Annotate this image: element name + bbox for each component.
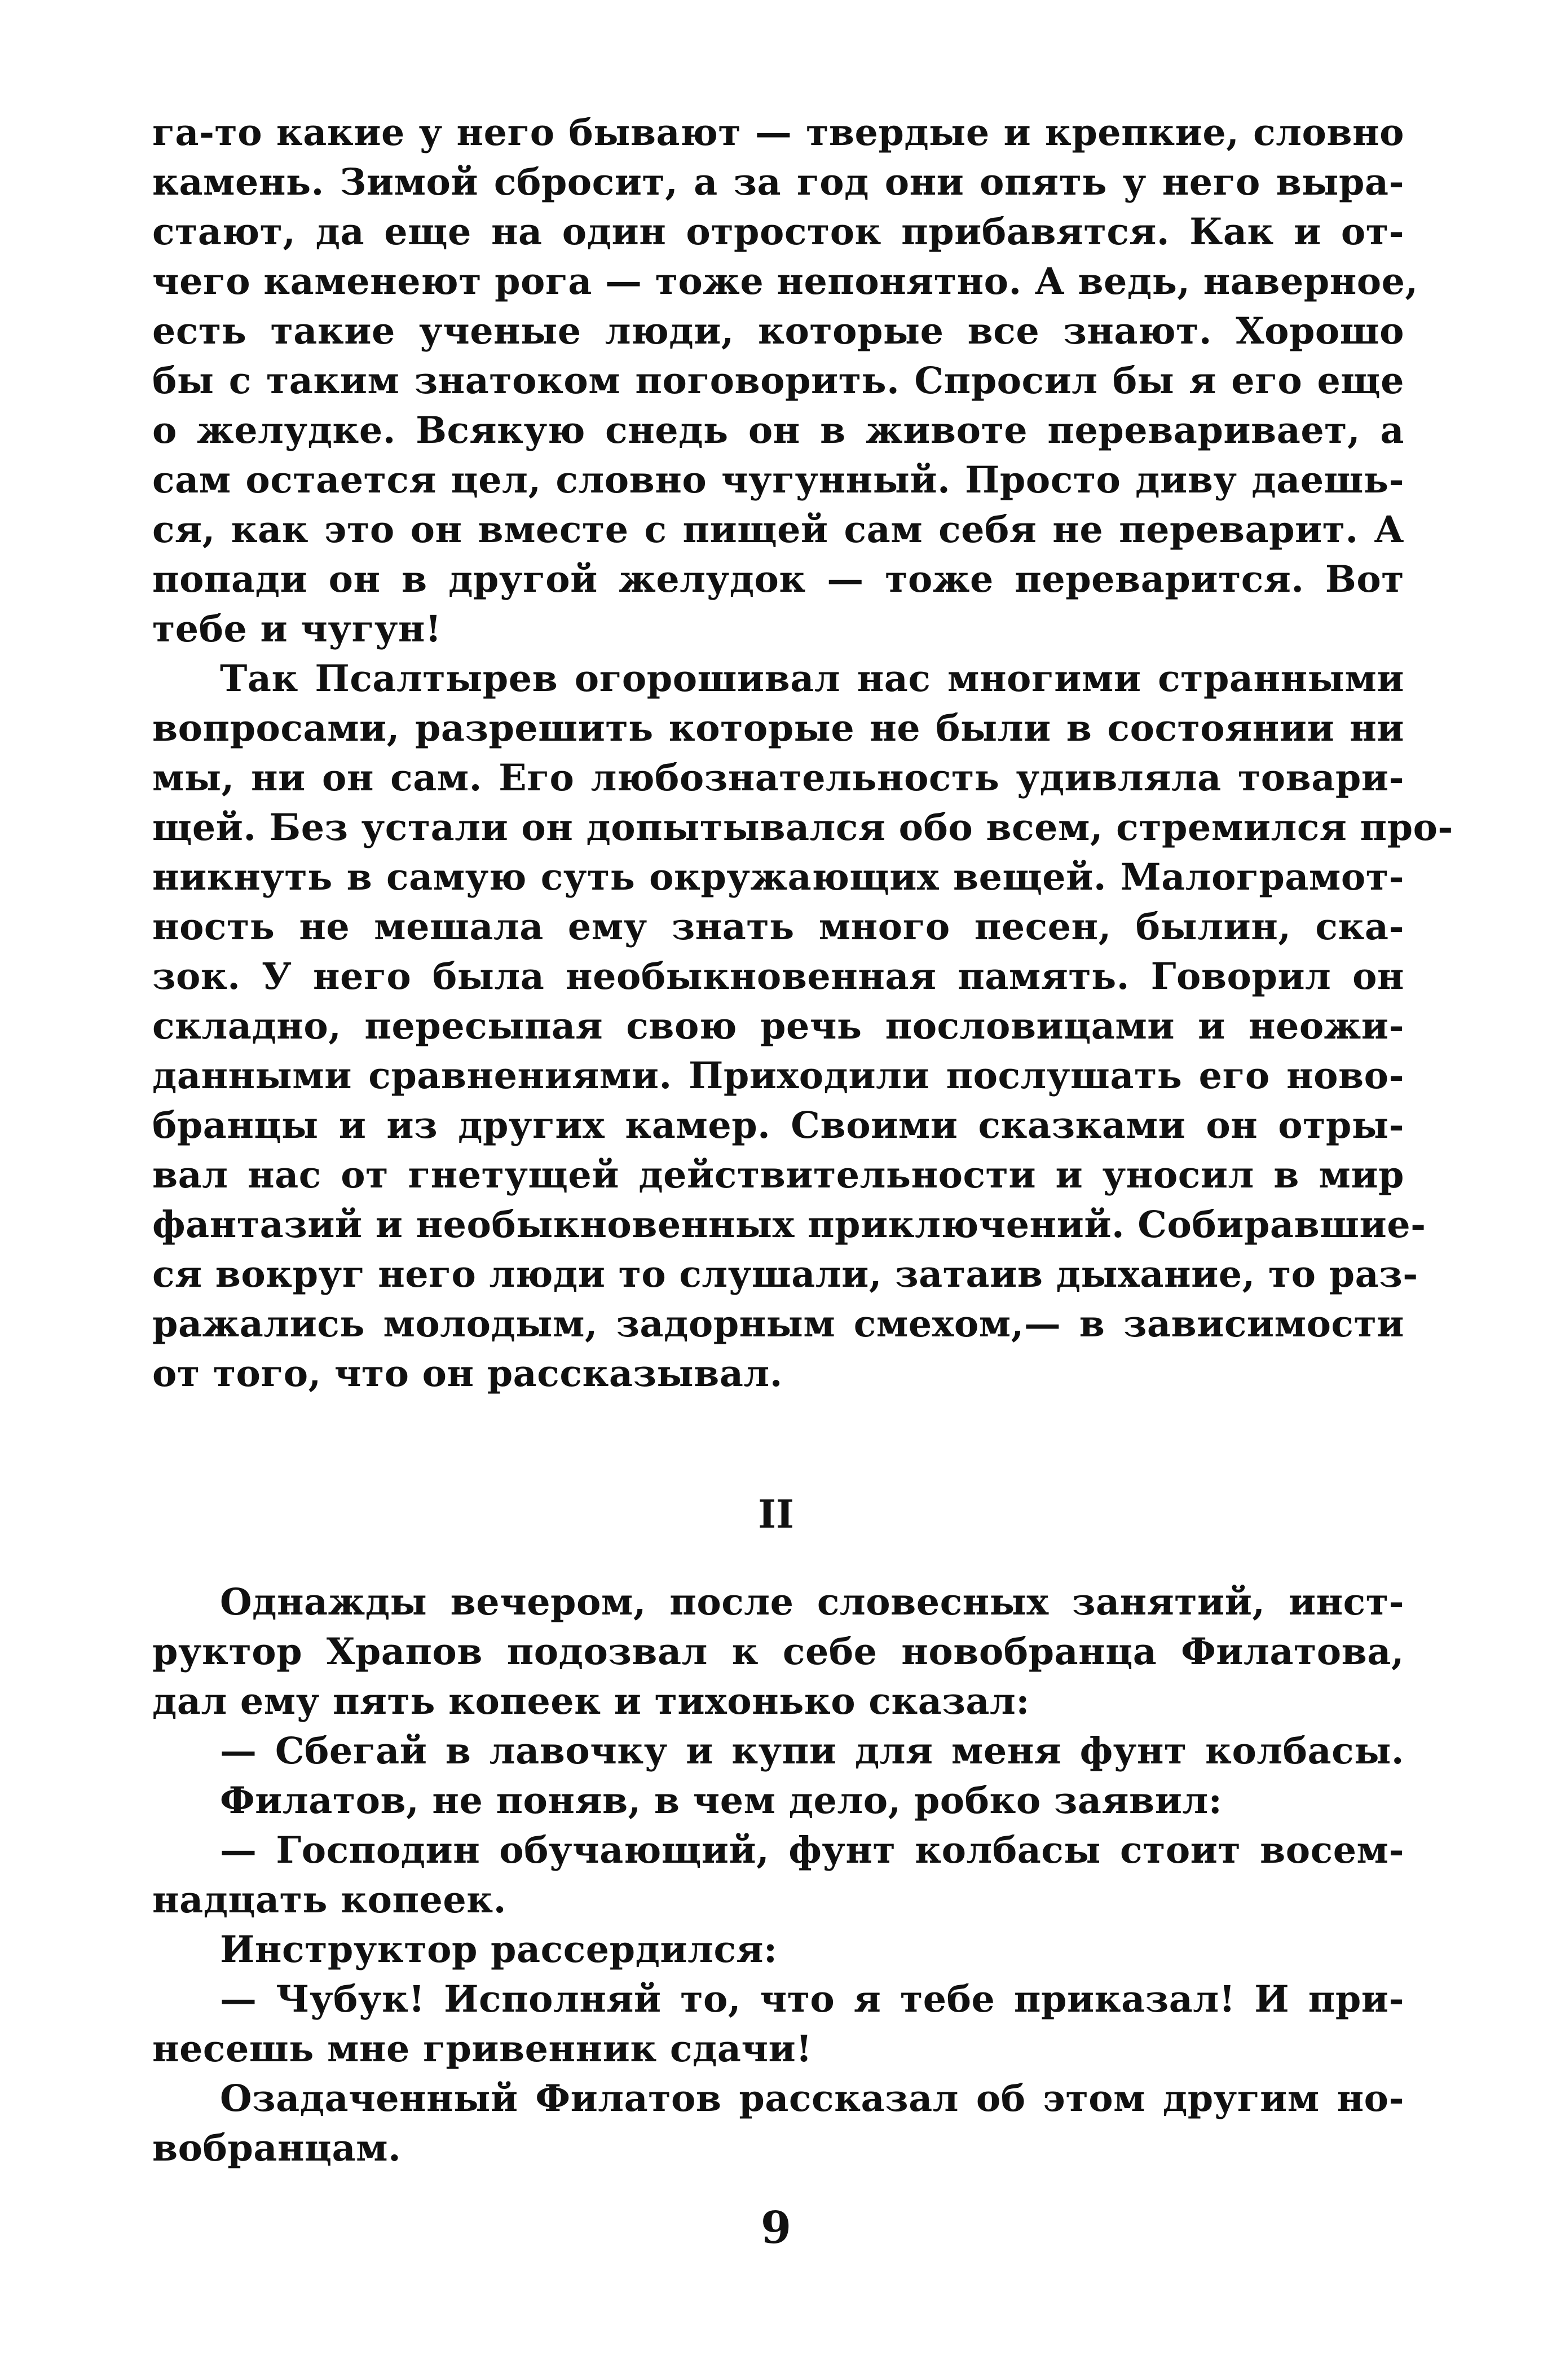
text-line: вопросами, разрешить которые не были в состоянии ни [152, 707, 1404, 750]
text-line: га-то какие у него бывают — твердые и крепкие, словно [152, 111, 1404, 154]
text-line: ность не мешала ему знать много песен, былин, ска- [152, 905, 1404, 948]
text-line: ражались молодым, задорным смехом,— в зависимости [152, 1303, 1404, 1345]
text-line: никнуть в самую суть окружающих вещей. Малограмот- [152, 856, 1404, 899]
text-line: Филатов, не поняв, в чем дело, робко заявил: [220, 1779, 1223, 1822]
text-line: Инструктор рассердился: [220, 1928, 778, 1971]
text-line: руктор Храпов подозвал к себе новобранца Филатова, [152, 1630, 1404, 1673]
text-line: вобранцам. [152, 2127, 402, 2170]
text-line: Озадаченный Филатов рассказал об этом другим но- [220, 2077, 1404, 2120]
text-line: ся, как это он вместе с пищей сам себя не переварит. А [152, 508, 1404, 551]
dialog-line: надцать копеек. [152, 1879, 506, 1921]
text-line: стают, да еще на один отросток прибавятся. Как и от- [152, 210, 1404, 253]
text-line: о желудке. Всякую снедь он в животе переваривает, а [152, 409, 1404, 452]
text-line: от того, что он рассказывал. [152, 1352, 783, 1395]
text-line: зок. У него была необыкновенная память. Говорил он [152, 955, 1404, 998]
text-line: данными сравнениями. Приходили послушать его ново- [152, 1054, 1404, 1097]
dialog-line: — Сбегай в лавочку и купи для меня фунт колбасы. [220, 1730, 1404, 1772]
text-line: бранцы и из других камер. Своими сказками он отры- [152, 1104, 1404, 1147]
text-line: камень. Зимой сбросит, а за год они опять у него выра- [152, 161, 1404, 204]
text-line: ся вокруг него люди то слушали, затаив дыхание, то раз- [152, 1253, 1418, 1296]
text-line: Так Псалтырев огорошивал нас многими странными [220, 657, 1404, 700]
text-line: щей. Без устали он допытывался обо всем, стремился про- [152, 806, 1453, 849]
dialog-line: несешь мне гривенник сдачи! [152, 2027, 813, 2070]
dialog-line: — Господин обучающий, фунт колбасы стоит восем- [220, 1829, 1404, 1872]
text-line: вал нас от гнетущей действительности и уносил в мир [152, 1154, 1404, 1196]
text-line: чего каменеют рога — тоже непонятно. А ведь, наверное, [152, 260, 1418, 303]
text-line: сам остается цел, словно чугунный. Просто диву даешь- [152, 459, 1404, 501]
text-line: мы, ни он сам. Его любознательность удивляла товари- [152, 756, 1404, 799]
text-line: бы с таким знатоком поговорить. Спросил бы я его еще [152, 359, 1404, 402]
dialog-line: — Чубук! Исполняй то, что я тебе приказал! И при- [220, 1978, 1404, 2021]
text-line: складно, пересыпая свою речь пословицами и неожи- [152, 1005, 1404, 1048]
page-number: 9 [760, 2202, 792, 2254]
text-line: фантазий и необыкновенных приключений. Собиравшие- [152, 1203, 1426, 1246]
text-line: Однажды вечером, после словесных занятий, инст- [220, 1581, 1404, 1624]
text-line: тебе и чугун! [152, 608, 442, 650]
text-line: попади он в другой желудок — тоже переварится. Вот [152, 558, 1404, 601]
text-line: дал ему пять копеек и тихонько сказал: [152, 1680, 1030, 1723]
section-heading: II [758, 1492, 794, 1537]
text-line: есть такие ученые люди, которые все знают. Хорошо [152, 310, 1404, 353]
